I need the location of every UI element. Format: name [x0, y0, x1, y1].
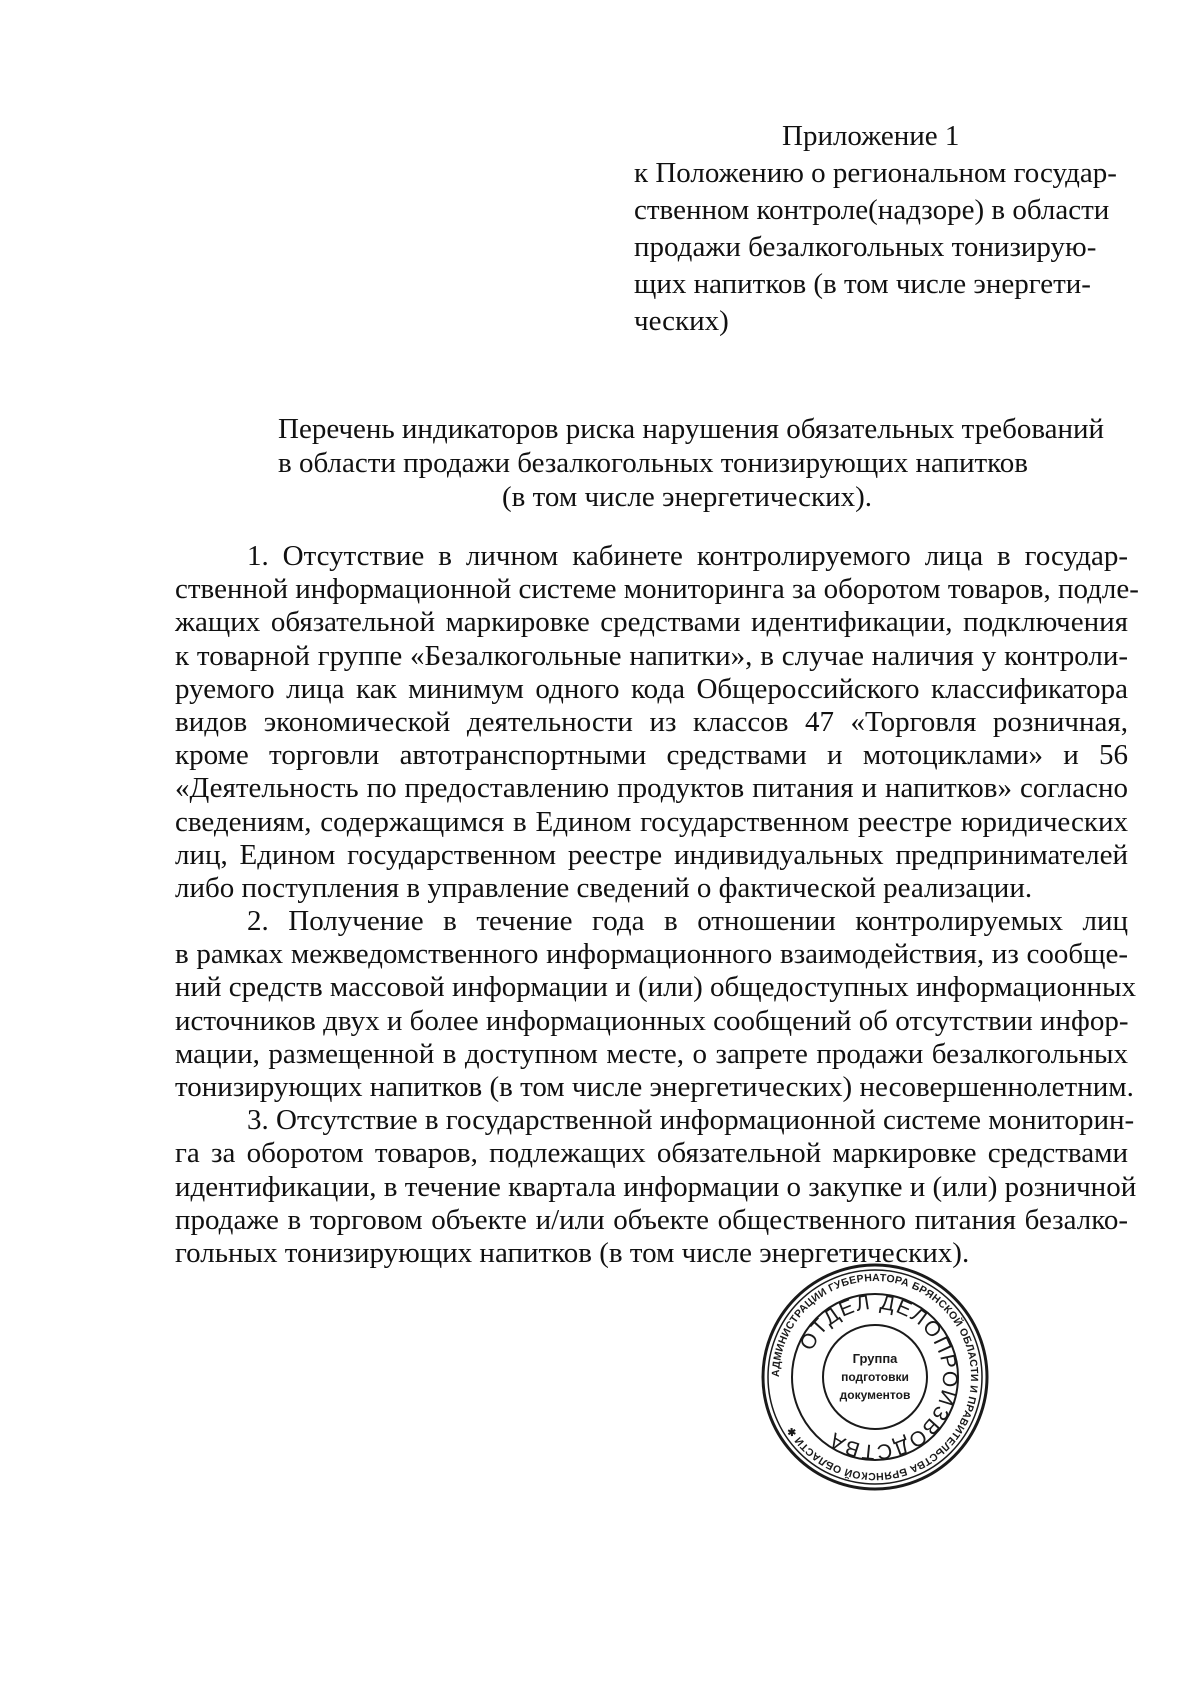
- paragraph-line: тонизирующих напитков (в том числе энергетических) несовершеннолетним.: [175, 1071, 1134, 1103]
- appendix-header: [634, 118, 1117, 340]
- paragraph-line: либо поступления в управление сведений о фактической реализации.: [175, 871, 1033, 904]
- paragraph-line: 1. Отсутствие в личном кабинете контролируемого лица в государ-: [247, 540, 1128, 572]
- paragraph-line: ний средств массовой информации и (или) общедоступных информационных: [175, 971, 1136, 1004]
- stamp-inner-text: ОТДЕЛ ДЕЛОПРОИЗВОДСТВА: [795, 1290, 962, 1464]
- stamp-center-line: Группа: [852, 1351, 898, 1366]
- heading-line: (в том числе энергетических).: [502, 481, 872, 513]
- paragraph-line: источников двух и более информационных сообщений об отсутствии инфор-: [175, 1004, 1129, 1037]
- stamp-center-line: документов: [839, 1388, 911, 1402]
- paragraph-line: идентификации, в течение квартала информации о закупке и (или) розничной: [175, 1170, 1137, 1203]
- paragraph-line: видов экономической деятельности из классов 47 «Торговля розничная,: [175, 705, 1128, 738]
- appendix-line: щих напитков (в том числе энергети-: [634, 268, 1091, 300]
- paragraph-line: сведениям, содержащимся в Едином государственном реестре юридических: [175, 805, 1128, 838]
- appendix-line: ческих): [634, 305, 729, 337]
- paragraph-line: 3. Отсутствие в государственной информационной системе мониторин-: [247, 1104, 1135, 1137]
- heading-line: в области продажи безалкогольных тонизирующих напитков: [278, 447, 1028, 479]
- paragraph-line: жащих обязательной маркировке средствами идентификации, подключения: [175, 606, 1128, 639]
- office-stamp: [760, 1262, 990, 1492]
- heading-line: Перечень индикаторов риска нарушения обязательных требований: [278, 413, 1105, 445]
- stamp-center-line: подготовки: [841, 1370, 909, 1384]
- paragraph-1: [175, 540, 1139, 905]
- paragraph-line: кроме торговли автотранспортными средствами и мотоциклами» и 56: [175, 739, 1128, 772]
- document-body: [175, 540, 1139, 1270]
- paragraph-line: «Деятельность по предоставлению продуктов питания и напитков» согласно: [175, 772, 1128, 805]
- paragraph-line: к товарной группе «Безалкогольные напитки», в случае наличия у контроли-: [175, 639, 1128, 672]
- paragraph-line: в рамках межведомственного информационного взаимодействия, из сообще-: [175, 938, 1128, 971]
- paragraph-line: гольных тонизирующих напитков (в том числе энергетических).: [175, 1236, 970, 1269]
- appendix-line: ственном контроле(надзоре) в области: [634, 194, 1110, 226]
- paragraph-line: руемого лица как минимум одного кода Общероссийского классификатора: [175, 672, 1128, 705]
- appendix-line: к Положению о региональном государ-: [634, 157, 1117, 189]
- paragraph-line: га за оборотом товаров, подлежащих обязательной маркировке средствами: [175, 1137, 1128, 1170]
- stamp-outer-text: АДМИНИСТРАЦИИ ГУБЕРНАТОРА БРЯНСКОЙ ОБЛАСТИ И ПРАВИТЕЛЬСТВА БРЯНСКОЙ ОБЛАСТИ ✱: [769, 1271, 981, 1483]
- stamp-seal: [760, 1262, 990, 1492]
- paragraph-line: ственной информационной системе мониторинга за оборотом товаров, подле-: [175, 573, 1139, 606]
- document-heading: [200, 412, 1105, 514]
- paragraph-2: [175, 905, 1136, 1104]
- paragraph-line: мации, размещенной в доступном месте, о запрете продажи безалкогольных: [175, 1037, 1128, 1070]
- appendix-line: продажи безалкогольных тонизирую-: [634, 231, 1097, 263]
- appendix-title: Приложение 1: [782, 120, 960, 152]
- paragraph-3: [175, 1104, 1137, 1270]
- paragraph-line: лиц, Едином государственном реестре индивидуальных предпринимателей: [175, 838, 1128, 871]
- paragraph-line: 2. Получение в течение года в отношении контролируемых лиц: [247, 905, 1128, 938]
- paragraph-line: продаже в торговом объекте и/или объекте общественного питания безалко-: [175, 1203, 1128, 1236]
